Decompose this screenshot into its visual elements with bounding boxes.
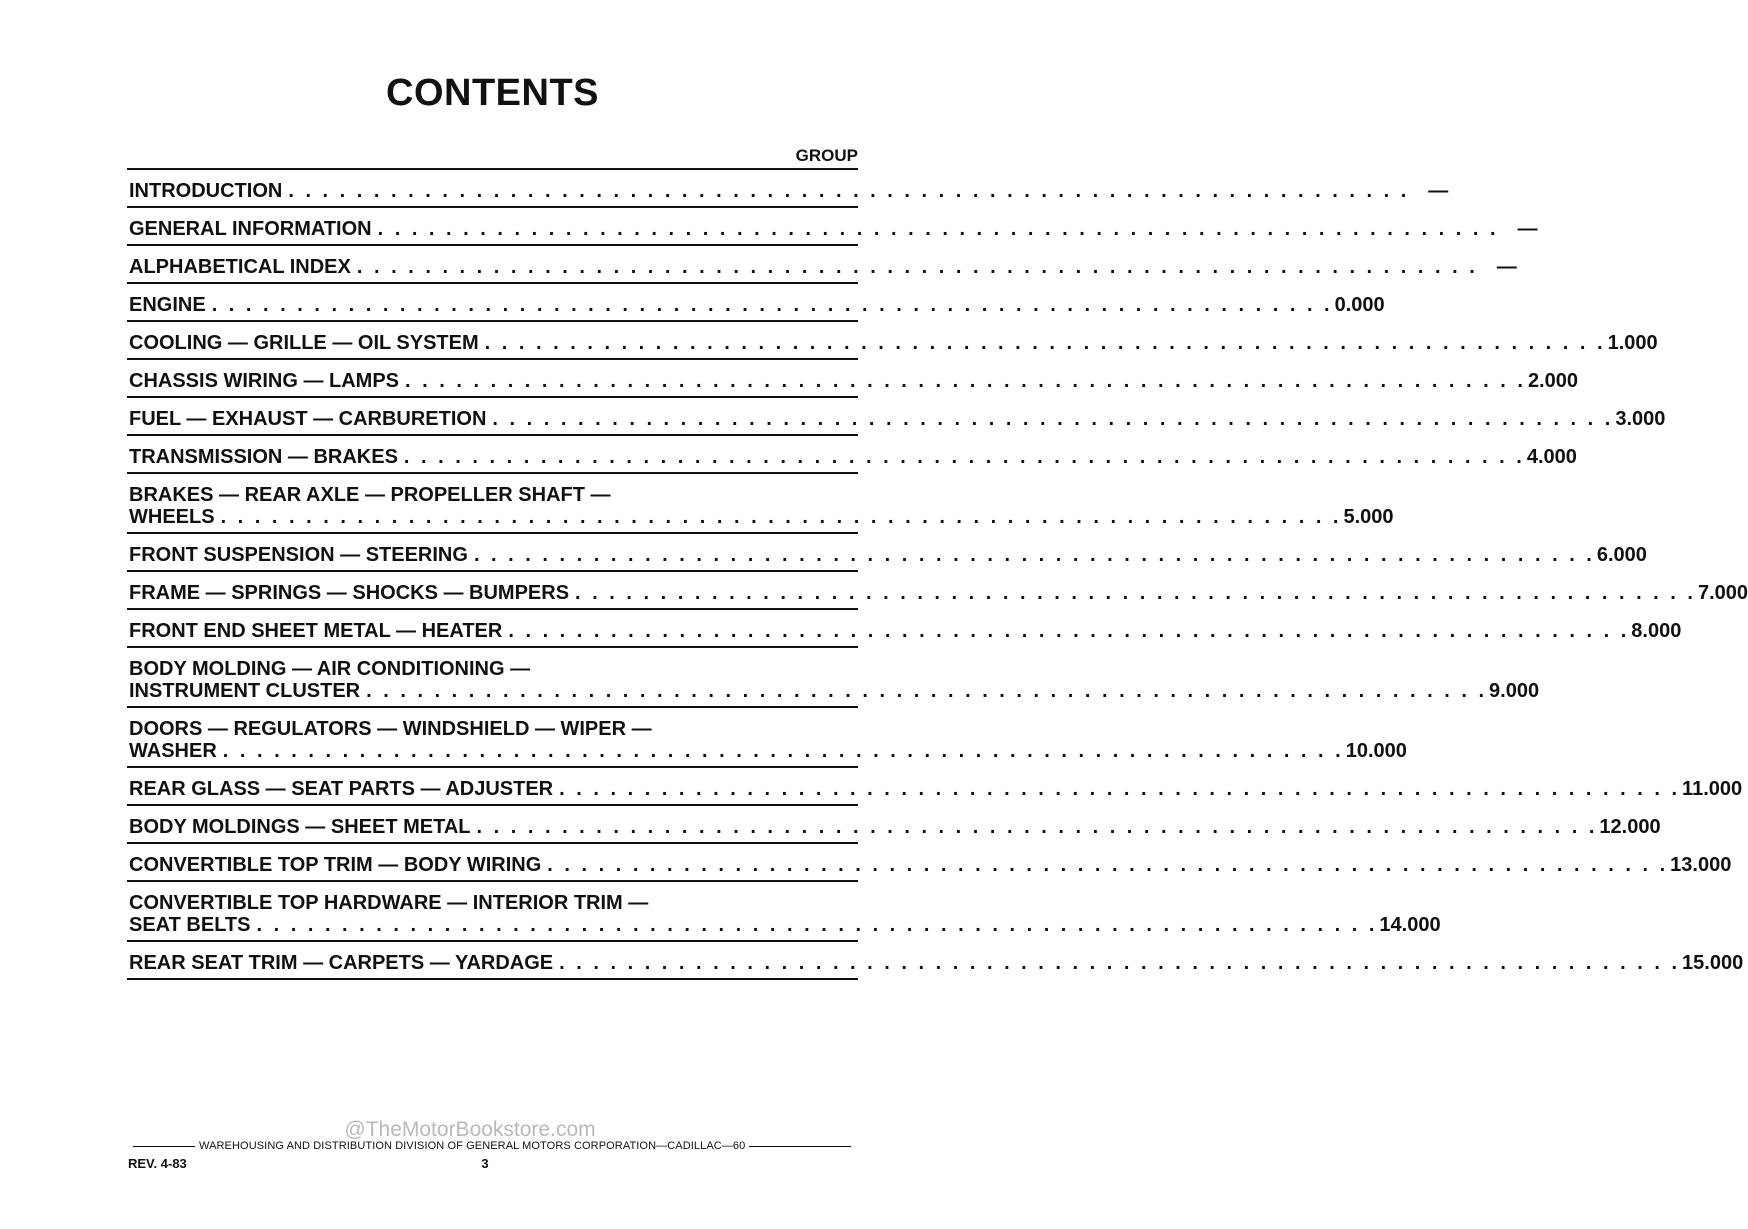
toc-entry-title-line1: BODY MOLDING — AIR CONDITIONING — — [129, 658, 531, 680]
toc-entry-line — [129, 854, 1732, 876]
watermark: @TheMotorBookstore.com — [344, 1118, 596, 1141]
dot-leader: . . . . . . . . . . . . . . . . . . . . . . . . . . . . . . . . . . . . . . . . . . . . . . . . . . . . . . . . . . . . . . . . . . — [575, 582, 1696, 604]
toc-entry-title-line1: DOORS — REGULATORS — WINDSHIELD — WIPER — — [129, 718, 652, 740]
toc-entry-group-number: 3.000 — [1615, 408, 1666, 430]
dot-leader: . . . . . . . . . . . . . . . . . . . . . . . . . . . . . . . . . . . . . . . . . . . . . . . . . . . . . . . . . . . . . . . . . . — [473, 544, 1595, 566]
toc-entry-group-number: — — [1517, 218, 1538, 240]
toc-entry-group-number: 11.000 — [1682, 778, 1743, 800]
toc-entry-group-number: — — [1428, 180, 1449, 202]
toc-entry-line — [129, 446, 1577, 468]
toc-entry-title: INSTRUMENT CLUSTER — [129, 680, 361, 702]
toc-entry-group-number: 1.000 — [1607, 332, 1658, 354]
toc-entry — [127, 708, 1407, 768]
toc-entry-line — [129, 914, 1441, 936]
toc-entry-line — [129, 370, 1578, 392]
footer-division-text: WAREHOUSING AND DISTRIBUTION DIVISION OF GENERAL MOTORS CORPORATION—CADILLAC—60 — [199, 1140, 746, 1152]
dot-leader: . . . . . . . . . . . . . . . . . . . . . . . . . . . . . . . . . . . . . . . . . . . . . . . . . . . . . . . . . . . . . . . . . . — [405, 370, 1526, 392]
toc-entry-group-number: 0.000 — [1334, 294, 1385, 316]
toc-entry-title: ALPHABETICAL INDEX — [129, 256, 351, 278]
toc-entry-title-line1: BRAKES — REAR AXLE — PROPELLER SHAFT — — [129, 484, 611, 506]
toc-entry-group-number: 14.000 — [1379, 914, 1441, 936]
toc-entry-line — [129, 544, 1647, 566]
footer-rule-right — [749, 1146, 851, 1147]
contents-list — [127, 168, 1748, 980]
dot-leader: . . . . . . . . . . . . . . . . . . . . . . . . . . . . . . . . . . . . . . . . . . . . . . . . . . . . . . . . . . . . . . . . . . — [288, 180, 1410, 202]
toc-entry-line — [129, 952, 1744, 974]
toc-entry — [127, 398, 1666, 436]
toc-entry-title: CONVERTIBLE TOP TRIM — BODY WIRING — [129, 854, 542, 876]
toc-entry-title: GENERAL INFORMATION — [129, 218, 372, 240]
dot-leader: . . . . . . . . . . . . . . . . . . . . . . . . . . . . . . . . . . . . . . . . . . . . . . . . . . . . . . . . . . . . . . . . . . — [256, 914, 1378, 936]
toc-entry-line — [129, 778, 1743, 800]
toc-entry — [127, 436, 1577, 474]
toc-entry-group-number: — — [1496, 256, 1517, 278]
toc-entry-line — [129, 582, 1748, 604]
page-title: CONTENTS — [386, 72, 599, 114]
toc-entry-group-number: 5.000 — [1343, 506, 1394, 528]
dot-leader: . . . . . . . . . . . . . . . . . . . . . . . . . . . . . . . . . . . . . . . . . . . . . . . . . . . . . . . . . . . . . . . . . . — [559, 952, 1681, 974]
dot-leader: . . . . . . . . . . . . . . . . . . . . . . . . . . . . . . . . . . . . . . . . . . . . . . . . . . . . . . . . . . . . . . . . . . — [211, 294, 1333, 316]
footer-division-line — [133, 1140, 851, 1152]
dot-leader: . . . . . . . . . . . . . . . . . . . . . . . . . . . . . . . . . . . . . . . . . . . . . . . . . . . . . . . . . . . . . . . . . . — [559, 778, 1681, 800]
dot-leader: . . . . . . . . . . . . . . . . . . . . . . . . . . . . . . . . . . . . . . . . . . . . . . . . . . . . . . . . . . . . . . . . . . — [476, 816, 1598, 838]
toc-entry-group-number: 2.000 — [1527, 370, 1578, 392]
dot-leader: . . . . . . . . . . . . . . . . . . . . . . . . . . . . . . . . . . . . . . . . . . . . . . . . . . . . . . . . . . . . . . . . . . — [403, 446, 1525, 468]
toc-entry — [127, 360, 1578, 398]
dot-leader: . . . . . . . . . . . . . . . . . . . . . . . . . . . . . . . . . . . . . . . . . . . . . . . . . . . . . . . . . . . . . . . . . . — [356, 256, 1478, 278]
toc-entry-group-number: 8.000 — [1631, 620, 1682, 642]
toc-entry-line — [129, 816, 1661, 838]
toc-entry — [127, 806, 1661, 844]
toc-entry — [127, 246, 1517, 284]
toc-entry — [127, 208, 1538, 246]
toc-entry-title: COOLING — GRILLE — OIL SYSTEM — [129, 332, 479, 354]
toc-entry-title-line1: CONVERTIBLE TOP HARDWARE — INTERIOR TRIM — — [129, 892, 649, 914]
toc-entry-line — [129, 680, 1540, 702]
toc-entry — [127, 942, 1744, 980]
toc-entry-group-number: 7.000 — [1697, 582, 1748, 604]
toc-entry — [127, 648, 1540, 708]
toc-entry-title: WHEELS — [129, 506, 215, 528]
page-number: 3 — [481, 1156, 489, 1171]
toc-entry — [127, 170, 1449, 208]
toc-entry-line — [129, 506, 1394, 528]
toc-entry — [127, 284, 1385, 322]
toc-entry-group-number: 13.000 — [1670, 854, 1732, 876]
toc-entry-line — [129, 218, 1538, 240]
toc-entry-group-number: 9.000 — [1489, 680, 1540, 702]
dot-leader: . . . . . . . . . . . . . . . . . . . . . . . . . . . . . . . . . . . . . . . . . . . . . . . . . . . . . . . . . . . . . . . . . . — [484, 332, 1606, 354]
toc-entry-title: REAR SEAT TRIM — CARPETS — YARDAGE — [129, 952, 554, 974]
toc-entry-line — [129, 332, 1658, 354]
toc-entry — [127, 572, 1748, 610]
toc-entry — [127, 474, 1394, 534]
toc-entry-group-number: 15.000 — [1682, 952, 1744, 974]
toc-entry-title: FRONT END SHEET METAL — HEATER — [129, 620, 503, 642]
toc-entry-line — [129, 740, 1407, 762]
toc-entry-line — [129, 294, 1385, 316]
toc-entry-title: REAR GLASS — SEAT PARTS — ADJUSTER — [129, 778, 554, 800]
dot-leader: . . . . . . . . . . . . . . . . . . . . . . . . . . . . . . . . . . . . . . . . . . . . . . . . . . . . . . . . . . . . . . . . . . — [220, 506, 1342, 528]
dot-leader: . . . . . . . . . . . . . . . . . . . . . . . . . . . . . . . . . . . . . . . . . . . . . . . . . . . . . . . . . . . . . . . . . . — [492, 408, 1614, 430]
dot-leader: . . . . . . . . . . . . . . . . . . . . . . . . . . . . . . . . . . . . . . . . . . . . . . . . . . . . . . . . . . . . . . . . . . — [377, 218, 1499, 240]
toc-entry-line — [129, 180, 1449, 202]
dot-leader: . . . . . . . . . . . . . . . . . . . . . . . . . . . . . . . . . . . . . . . . . . . . . . . . . . . . . . . . . . . . . . . . . . — [547, 854, 1669, 876]
toc-entry — [127, 534, 1647, 572]
toc-entry — [127, 844, 1732, 882]
toc-entry-title: FRAME — SPRINGS — SHOCKS — BUMPERS — [129, 582, 570, 604]
toc-entry-title: INTRODUCTION — [129, 180, 283, 202]
toc-entry-title: ENGINE — [129, 294, 206, 316]
toc-entry — [127, 768, 1743, 806]
toc-entry-line — [129, 408, 1666, 430]
dot-leader: . . . . . . . . . . . . . . . . . . . . . . . . . . . . . . . . . . . . . . . . . . . . . . . . . . . . . . . . . . . . . . . . . . — [366, 680, 1488, 702]
toc-entry-title: FRONT SUSPENSION — STEERING — [129, 544, 468, 566]
toc-entry — [127, 882, 1441, 942]
toc-entry — [127, 610, 1682, 648]
toc-entry-group-number: 4.000 — [1526, 446, 1577, 468]
toc-entry-group-number: 12.000 — [1599, 816, 1661, 838]
group-column-header: GROUP — [795, 146, 858, 165]
dot-leader: . . . . . . . . . . . . . . . . . . . . . . . . . . . . . . . . . . . . . . . . . . . . . . . . . . . . . . . . . . . . . . . . . . — [508, 620, 1630, 642]
toc-entry-title: WASHER — [129, 740, 217, 762]
toc-entry-title: SEAT BELTS — [129, 914, 251, 936]
toc-entry-title: BODY MOLDINGS — SHEET METAL — [129, 816, 471, 838]
toc-entry-line — [129, 620, 1682, 642]
toc-entry-title: CHASSIS WIRING — LAMPS — [129, 370, 400, 392]
toc-entry-title: FUEL — EXHAUST — CARBURETION — [129, 408, 487, 430]
dot-leader: . . . . . . . . . . . . . . . . . . . . . . . . . . . . . . . . . . . . . . . . . . . . . . . . . . . . . . . . . . . . . . . . . . — [222, 740, 1344, 762]
footer-rule-left — [133, 1146, 195, 1147]
toc-entry-group-number: 10.000 — [1345, 740, 1407, 762]
toc-entry-group-number: 6.000 — [1596, 544, 1647, 566]
toc-entry-line — [129, 256, 1517, 278]
toc-entry — [127, 322, 1658, 360]
toc-entry-title: TRANSMISSION — BRAKES — [129, 446, 398, 468]
revision-label: REV. 4-83 — [128, 1156, 187, 1171]
